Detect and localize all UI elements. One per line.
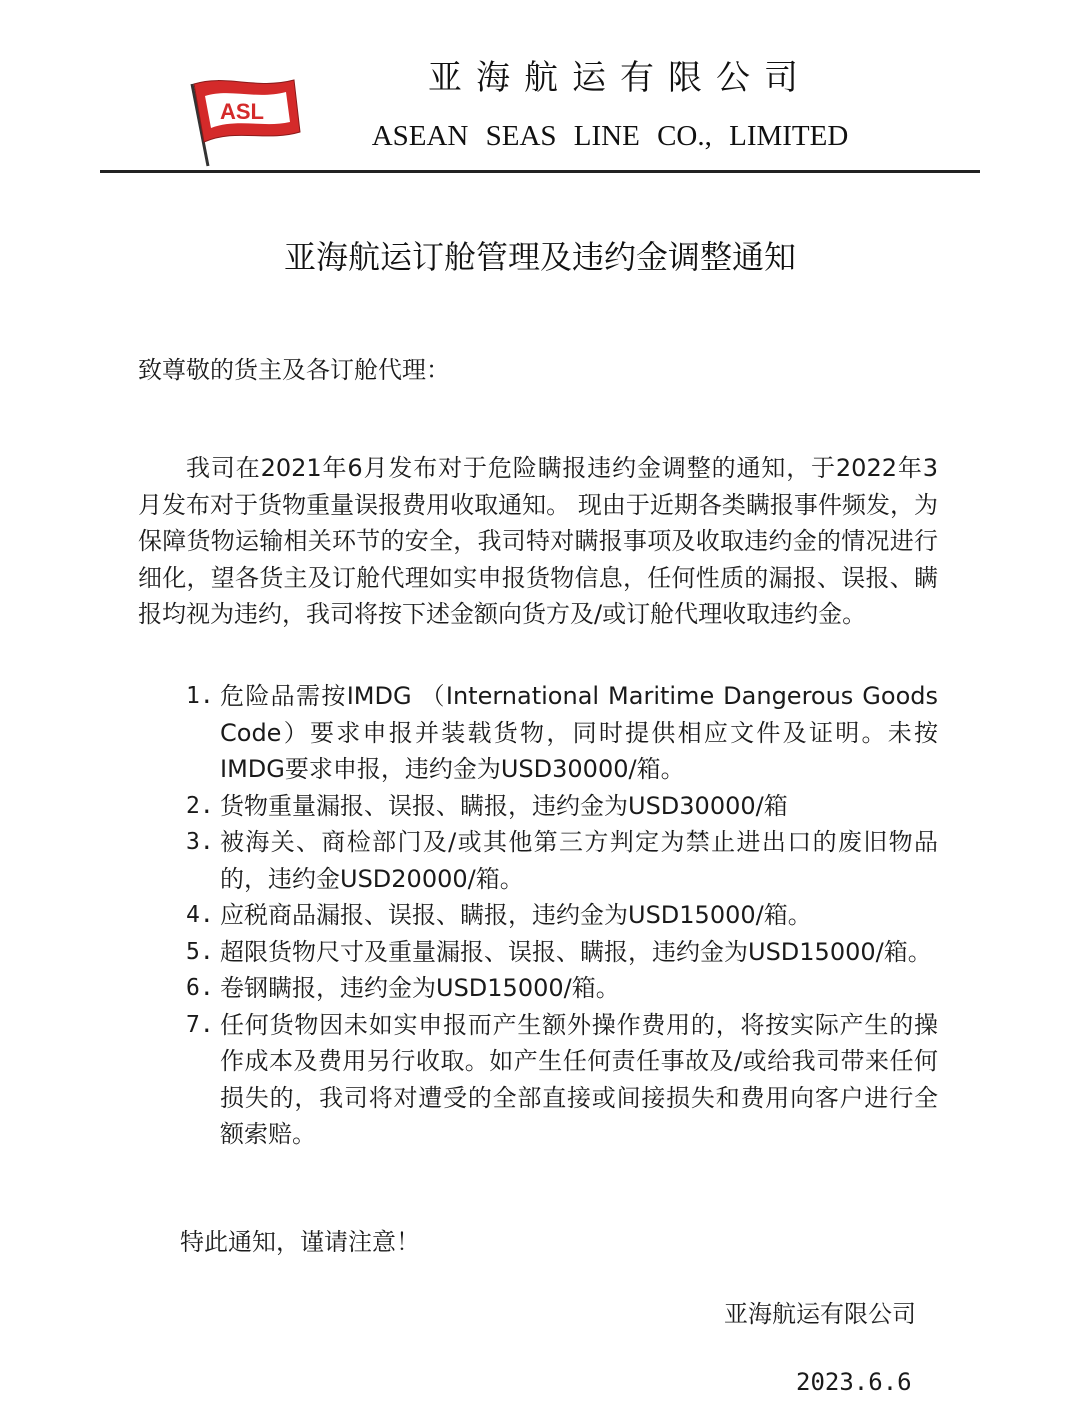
list-item bbox=[186, 970, 938, 1007]
intro-paragraph: 我司在2021年6月发布对于危险瞒报违约金调整的通知，于2022年3月发布对于货物重量误报费用收取通知。 现由于近期各类瞒报事件频发，为保障货物运输相关环节的安全，我司特对瞒报事项及收取违约金的情况进行细化，望各货主及订舱代理如实申报货物信息，任何性质的漏报、误报、瞒报均视为违约，我司将按下述金额向货方及/或订舱代理收取违约金。 bbox=[138, 454, 938, 628]
item-text: 应税商品漏报、误报、瞒报，违约金为USD15000/箱。 bbox=[220, 901, 812, 929]
list-item bbox=[186, 897, 938, 934]
document-title: 亚海航运订舱管理及违约金调整通知 bbox=[283, 238, 796, 276]
salutation: 致尊敬的货主及各订舱代理： bbox=[138, 356, 450, 384]
logo-text: ASL bbox=[220, 99, 264, 124]
header-divider bbox=[100, 170, 980, 173]
list-item bbox=[186, 1007, 938, 1153]
item-number: 7. bbox=[186, 1011, 214, 1038]
list-item bbox=[186, 934, 938, 971]
item-text: 被海关、商检部门及/或其他第三方判定为禁止进出口的废旧物品的，违约金USD20000/箱。 bbox=[220, 828, 938, 893]
item-text: 卷钢瞒报，违约金为USD15000/箱。 bbox=[220, 974, 620, 1002]
asl-flag-logo bbox=[186, 72, 306, 172]
company-name-cn: 亚海航运有限公司 bbox=[428, 58, 812, 98]
item-number: 1. bbox=[186, 683, 214, 709]
item-number: 6. bbox=[186, 975, 214, 1001]
signature: 亚海航运有限公司 bbox=[724, 1300, 916, 1328]
item-text: 超限货物尺寸及重量漏报、误报、瞒报，违约金为USD15000/箱。 bbox=[220, 937, 932, 966]
item-text: 危险品需按IMDG （International Maritime Dangerous Goods Code）要求申报并装载货物，同时提供相应文件及证明。未按IMDG要求申报，违约金为USD30000/箱。 bbox=[220, 682, 938, 783]
item-number: 2. bbox=[186, 792, 214, 819]
item-number: 5. bbox=[186, 938, 214, 965]
item-text: 任何货物因未如实申报而产生额外操作费用的，将按实际产生的操作成本及费用另行收取。如产生任何责任事故及/或给我司带来任何损失的，我司将对遭受的全部直接或间接损失和费用向客户进行全额索赔。 bbox=[220, 1010, 938, 1148]
company-name-en: ASEAN SEAS LINE CO., LIMITED bbox=[371, 120, 849, 152]
list-item bbox=[186, 788, 938, 825]
list-item bbox=[186, 678, 938, 788]
item-number: 3. bbox=[186, 829, 214, 855]
list-item bbox=[186, 824, 938, 897]
document-date: 2023.6.6 bbox=[796, 1368, 912, 1396]
penalty-list bbox=[186, 678, 938, 1153]
closing-remark: 特此通知，谨请注意！ bbox=[180, 1228, 420, 1256]
item-number: 4. bbox=[186, 902, 214, 928]
item-text: 货物重量漏报、误报、瞒报，违约金为USD30000/箱 bbox=[220, 791, 788, 820]
